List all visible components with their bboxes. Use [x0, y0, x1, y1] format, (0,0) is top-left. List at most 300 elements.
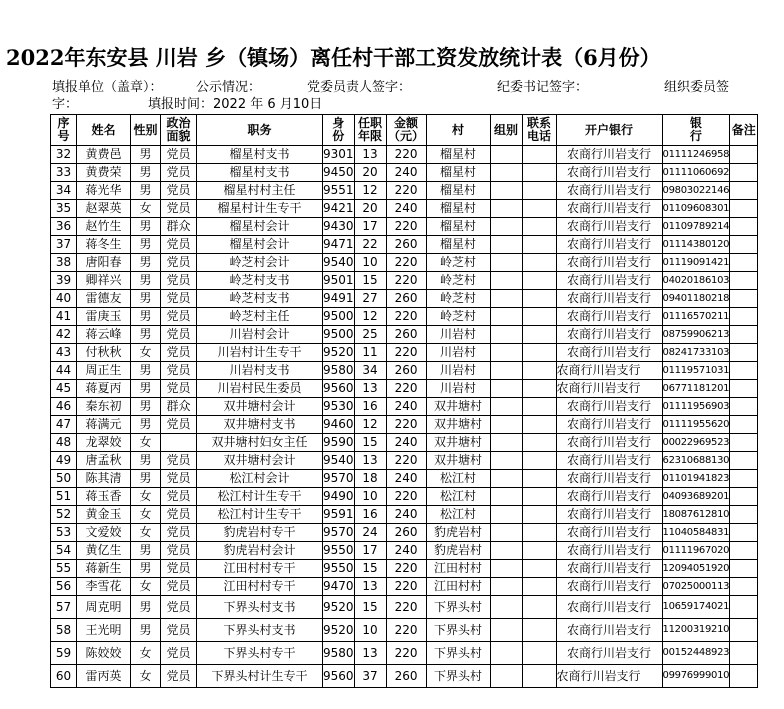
- amount-cell: 220: [386, 308, 426, 326]
- account-cell: 07025000113: [662, 578, 730, 596]
- remark-cell: [730, 642, 758, 665]
- table-row: [51, 272, 758, 290]
- years-cell: 13: [354, 642, 386, 665]
- party-cell: 党员: [161, 506, 197, 524]
- party-cell: 党员: [161, 326, 197, 344]
- column-header: 性别: [131, 115, 161, 146]
- id-cell: 9560: [323, 380, 355, 398]
- row-number: 51: [51, 488, 77, 506]
- phone-cell: [522, 380, 556, 398]
- post-cell: 江田村村专干: [197, 560, 323, 578]
- years-cell: 17: [354, 218, 386, 236]
- years-cell: 27: [354, 290, 386, 308]
- group-cell: [490, 416, 522, 434]
- person-name: 蒋夏丙: [77, 380, 131, 398]
- party-sign-label: 党委员责人签字：: [307, 80, 412, 95]
- village-cell: 松江村: [426, 506, 490, 524]
- remark-cell: [730, 146, 758, 164]
- phone-cell: [522, 470, 556, 488]
- bank-cell: 农商行川岩支行: [556, 470, 662, 488]
- years-cell: 10: [354, 619, 386, 642]
- person-name: 陈姣姣: [77, 642, 131, 665]
- remark-cell: [730, 398, 758, 416]
- person-name: 蒋玉香: [77, 488, 131, 506]
- id-cell: 9580: [323, 642, 355, 665]
- phone-cell: [522, 362, 556, 380]
- remark-cell: [730, 254, 758, 272]
- phone-cell: [522, 416, 556, 434]
- bank-cell: 农商行川岩支行: [556, 434, 662, 452]
- person-name: 蒋满元: [77, 416, 131, 434]
- phone-cell: [522, 182, 556, 200]
- row-number: 56: [51, 578, 77, 596]
- sex-cell: 女: [131, 642, 161, 665]
- row-number: 34: [51, 182, 77, 200]
- sex-cell: 男: [131, 560, 161, 578]
- remark-cell: [730, 416, 758, 434]
- remark-cell: [730, 524, 758, 542]
- account-cell: 01111956903: [662, 398, 730, 416]
- sex-cell: 女: [131, 200, 161, 218]
- village-cell: 下界头村: [426, 665, 490, 688]
- group-cell: [490, 470, 522, 488]
- party-cell: 党员: [161, 542, 197, 560]
- village-cell: 双井塘村: [426, 416, 490, 434]
- person-name: 雷德友: [77, 290, 131, 308]
- account-cell: 01111246958: [662, 146, 730, 164]
- id-cell: 9580: [323, 362, 355, 380]
- sex-cell: 女: [131, 524, 161, 542]
- amount-cell: 260: [386, 524, 426, 542]
- phone-cell: [522, 560, 556, 578]
- row-number: 42: [51, 326, 77, 344]
- row-number: 44: [51, 362, 77, 380]
- bank-cell: 农商行川岩支行: [556, 619, 662, 642]
- bank-cell: 农商行川岩支行: [556, 488, 662, 506]
- post-cell: 下界头村计生专干: [197, 665, 323, 688]
- sex-cell: 男: [131, 596, 161, 619]
- row-number: 41: [51, 308, 77, 326]
- group-cell: [490, 596, 522, 619]
- years-cell: 18: [354, 470, 386, 488]
- group-cell: [490, 542, 522, 560]
- person-name: 雷丙英: [77, 665, 131, 688]
- id-cell: 9430: [323, 218, 355, 236]
- column-header: 备注: [730, 115, 758, 146]
- bank-cell: 农商行川岩支行: [556, 164, 662, 182]
- sex-cell: 男: [131, 164, 161, 182]
- person-name: 秦东初: [77, 398, 131, 416]
- id-cell: 9500: [323, 308, 355, 326]
- remark-cell: [730, 290, 758, 308]
- party-cell: 群众: [161, 218, 197, 236]
- sex-cell: 男: [131, 146, 161, 164]
- table-row: [51, 254, 758, 272]
- post-cell: 川岩村计生专干: [197, 344, 323, 362]
- post-cell: 松江村会计: [197, 470, 323, 488]
- sex-cell: 男: [131, 380, 161, 398]
- row-number: 43: [51, 344, 77, 362]
- sex-cell: 女: [131, 434, 161, 452]
- group-cell: [490, 642, 522, 665]
- years-cell: 20: [354, 200, 386, 218]
- row-number: 36: [51, 218, 77, 236]
- remark-cell: [730, 434, 758, 452]
- person-name: 黄费邑: [77, 146, 131, 164]
- person-name: 周克明: [77, 596, 131, 619]
- years-cell: 15: [354, 560, 386, 578]
- years-cell: 15: [354, 596, 386, 619]
- years-cell: 10: [354, 488, 386, 506]
- remark-cell: [730, 506, 758, 524]
- post-cell: 榴星村计生专干: [197, 200, 323, 218]
- row-number: 35: [51, 200, 77, 218]
- bank-cell: 农商行川岩支行: [556, 596, 662, 619]
- post-cell: 榴星村村主任: [197, 182, 323, 200]
- bank-cell: 农商行川岩支行: [556, 578, 662, 596]
- phone-cell: [522, 524, 556, 542]
- party-cell: 党员: [161, 470, 197, 488]
- phone-cell: [522, 236, 556, 254]
- row-number: 37: [51, 236, 77, 254]
- row-number: 57: [51, 596, 77, 619]
- years-cell: 17: [354, 542, 386, 560]
- column-header: 金额 （元）: [386, 115, 426, 146]
- party-cell: 党员: [161, 272, 197, 290]
- years-cell: 25: [354, 326, 386, 344]
- post-cell: 松江村计生专干: [197, 488, 323, 506]
- village-cell: 双井塘村: [426, 434, 490, 452]
- table-row: [51, 236, 758, 254]
- group-cell: [490, 236, 522, 254]
- group-cell: [490, 308, 522, 326]
- phone-cell: [522, 619, 556, 642]
- sex-cell: 男: [131, 542, 161, 560]
- amount-cell: 260: [386, 362, 426, 380]
- group-cell: [490, 182, 522, 200]
- id-cell: 9460: [323, 416, 355, 434]
- village-cell: 豹虎岩村: [426, 542, 490, 560]
- remark-cell: [730, 272, 758, 290]
- table-row: [51, 488, 758, 506]
- id-cell: 9470: [323, 578, 355, 596]
- row-number: 45: [51, 380, 77, 398]
- table-row: [51, 524, 758, 542]
- bank-cell: 农商行川岩支行: [556, 200, 662, 218]
- phone-cell: [522, 452, 556, 470]
- row-number: 50: [51, 470, 77, 488]
- party-cell: 党员: [161, 619, 197, 642]
- phone-cell: [522, 326, 556, 344]
- sex-cell: 男: [131, 452, 161, 470]
- sex-cell: 男: [131, 272, 161, 290]
- bank-cell: 农商行川岩支行: [556, 308, 662, 326]
- org-sign-label-cont: 字：: [52, 97, 79, 112]
- post-cell: 双井塘村会计: [197, 398, 323, 416]
- years-cell: 13: [354, 146, 386, 164]
- post-cell: 江田村村专干: [197, 578, 323, 596]
- years-cell: 16: [354, 506, 386, 524]
- years-cell: 13: [354, 380, 386, 398]
- post-cell: 榴星村会计: [197, 218, 323, 236]
- publicity-label: 公示情况：: [196, 80, 262, 95]
- id-cell: 9520: [323, 619, 355, 642]
- remark-cell: [730, 218, 758, 236]
- years-cell: 16: [354, 398, 386, 416]
- phone-cell: [522, 344, 556, 362]
- village-cell: 川岩村: [426, 326, 490, 344]
- amount-cell: 220: [386, 272, 426, 290]
- village-cell: 下界头村: [426, 642, 490, 665]
- person-name: 唐阳春: [77, 254, 131, 272]
- years-cell: 15: [354, 272, 386, 290]
- amount-cell: 220: [386, 218, 426, 236]
- party-cell: 党员: [161, 254, 197, 272]
- years-cell: 20: [354, 164, 386, 182]
- remark-cell: [730, 619, 758, 642]
- bank-cell: 农商行川岩支行: [556, 452, 662, 470]
- years-cell: 10: [354, 254, 386, 272]
- party-cell: 党员: [161, 146, 197, 164]
- amount-cell: 240: [386, 542, 426, 560]
- person-name: 雷庚玉: [77, 308, 131, 326]
- amount-cell: 260: [386, 290, 426, 308]
- party-cell: 党员: [161, 452, 197, 470]
- row-number: 53: [51, 524, 77, 542]
- post-cell: 松江村计生专干: [197, 506, 323, 524]
- post-cell: 豹虎岩村会计: [197, 542, 323, 560]
- post-cell: 下界头村专干: [197, 642, 323, 665]
- account-cell: 08241733103: [662, 344, 730, 362]
- group-cell: [490, 254, 522, 272]
- column-header: 身 份: [323, 115, 355, 146]
- group-cell: [490, 665, 522, 688]
- phone-cell: [522, 272, 556, 290]
- table-row: [51, 665, 758, 688]
- account-cell: 01109608301: [662, 200, 730, 218]
- years-cell: 13: [354, 578, 386, 596]
- party-cell: 党员: [161, 308, 197, 326]
- post-cell: 川岩村支书: [197, 362, 323, 380]
- phone-cell: [522, 596, 556, 619]
- group-cell: [490, 560, 522, 578]
- discipline-sign-label: 纪委书记签字：: [497, 80, 589, 95]
- phone-cell: [522, 308, 556, 326]
- column-header: 任职 年限: [354, 115, 386, 146]
- phone-cell: [522, 434, 556, 452]
- id-cell: 9491: [323, 290, 355, 308]
- remark-cell: [730, 596, 758, 619]
- remark-cell: [730, 326, 758, 344]
- amount-cell: 240: [386, 398, 426, 416]
- bank-cell: 农商行川岩支行: [556, 398, 662, 416]
- years-cell: 12: [354, 308, 386, 326]
- post-cell: 榴星村支书: [197, 164, 323, 182]
- bank-cell: 农商行川岩支行: [556, 182, 662, 200]
- post-cell: 岭芝村支书: [197, 272, 323, 290]
- group-cell: [490, 218, 522, 236]
- village-cell: 榴星村: [426, 164, 490, 182]
- years-cell: 22: [354, 236, 386, 254]
- account-cell: 11200319210: [662, 619, 730, 642]
- account-cell: 62310688130: [662, 452, 730, 470]
- person-name: 蒋新生: [77, 560, 131, 578]
- post-cell: 双井塘村会计: [197, 452, 323, 470]
- group-cell: [490, 290, 522, 308]
- remark-cell: [730, 488, 758, 506]
- id-cell: 9421: [323, 200, 355, 218]
- amount-cell: 240: [386, 470, 426, 488]
- person-name: 赵翠英: [77, 200, 131, 218]
- column-header: 组别: [490, 115, 522, 146]
- village-cell: 榴星村: [426, 200, 490, 218]
- fill-unit-label: 填报单位（盖章）：: [52, 80, 163, 95]
- table-row: [51, 398, 758, 416]
- row-number: 55: [51, 560, 77, 578]
- phone-cell: [522, 542, 556, 560]
- account-cell: 12094051920: [662, 560, 730, 578]
- post-cell: 双井塘村支书: [197, 416, 323, 434]
- village-cell: 双井塘村: [426, 398, 490, 416]
- village-cell: 豹虎岩村: [426, 524, 490, 542]
- table-row: [51, 344, 758, 362]
- years-cell: 24: [354, 524, 386, 542]
- party-cell: 党员: [161, 164, 197, 182]
- party-cell: [161, 434, 197, 452]
- years-cell: 12: [354, 182, 386, 200]
- table-row: [51, 578, 758, 596]
- sex-cell: 女: [131, 506, 161, 524]
- phone-cell: [522, 200, 556, 218]
- row-number: 58: [51, 619, 77, 642]
- sex-cell: 男: [131, 470, 161, 488]
- phone-cell: [522, 254, 556, 272]
- party-cell: 党员: [161, 362, 197, 380]
- row-number: 39: [51, 272, 77, 290]
- sex-cell: 男: [131, 236, 161, 254]
- table-row: [51, 506, 758, 524]
- account-cell: 01101941823: [662, 470, 730, 488]
- bank-cell: 农商行川岩支行: [556, 560, 662, 578]
- account-cell: 01111060692: [662, 164, 730, 182]
- bank-cell: 农商行川岩支行: [556, 236, 662, 254]
- row-number: 49: [51, 452, 77, 470]
- phone-cell: [522, 218, 556, 236]
- id-cell: 9530: [323, 398, 355, 416]
- bank-cell: 农商行川岩支行: [556, 524, 662, 542]
- amount-cell: 220: [386, 380, 426, 398]
- remark-cell: [730, 182, 758, 200]
- phone-cell: [522, 578, 556, 596]
- group-cell: [490, 272, 522, 290]
- table-row: [51, 308, 758, 326]
- bank-cell: 农商行川岩支行: [556, 542, 662, 560]
- village-cell: 榴星村: [426, 182, 490, 200]
- id-cell: 9560: [323, 665, 355, 688]
- remark-cell: [730, 452, 758, 470]
- group-cell: [490, 344, 522, 362]
- account-cell: 01111955620: [662, 416, 730, 434]
- id-cell: 9471: [323, 236, 355, 254]
- years-cell: 15: [354, 434, 386, 452]
- village-cell: 榴星村: [426, 236, 490, 254]
- bank-cell: 农商行川岩支行: [556, 272, 662, 290]
- amount-cell: 220: [386, 642, 426, 665]
- id-cell: 9570: [323, 524, 355, 542]
- village-cell: 江田村村: [426, 560, 490, 578]
- remark-cell: [730, 542, 758, 560]
- table-row: [51, 560, 758, 578]
- amount-cell: 260: [386, 326, 426, 344]
- person-name: 蒋云峰: [77, 326, 131, 344]
- village-cell: 岭芝村: [426, 290, 490, 308]
- party-cell: 党员: [161, 416, 197, 434]
- phone-cell: [522, 398, 556, 416]
- remark-cell: [730, 344, 758, 362]
- amount-cell: 220: [386, 344, 426, 362]
- table-row: [51, 164, 758, 182]
- phone-cell: [522, 665, 556, 688]
- id-cell: 9551: [323, 182, 355, 200]
- account-cell: 09401180218: [662, 290, 730, 308]
- post-cell: 榴星村会计: [197, 236, 323, 254]
- id-cell: 9591: [323, 506, 355, 524]
- post-cell: 川岩村民生委员: [197, 380, 323, 398]
- bank-cell: 农商行川岩支行: [556, 642, 662, 665]
- post-cell: 岭芝村支书: [197, 290, 323, 308]
- remark-cell: [730, 560, 758, 578]
- bank-cell: 农商行川岩支行: [556, 665, 662, 688]
- id-cell: 9490: [323, 488, 355, 506]
- id-cell: 9550: [323, 542, 355, 560]
- account-cell: 09976999010: [662, 665, 730, 688]
- account-cell: 00022969523: [662, 434, 730, 452]
- group-cell: [490, 362, 522, 380]
- table-row: [51, 596, 758, 619]
- remark-cell: [730, 380, 758, 398]
- village-cell: 江田村村: [426, 578, 490, 596]
- village-cell: 下界头村: [426, 619, 490, 642]
- bank-cell: 农商行川岩支行: [556, 506, 662, 524]
- table-row: [51, 326, 758, 344]
- village-cell: 双井塘村: [426, 452, 490, 470]
- remark-cell: [730, 470, 758, 488]
- village-cell: 岭芝村: [426, 254, 490, 272]
- id-cell: 9540: [323, 254, 355, 272]
- amount-cell: 220: [386, 146, 426, 164]
- bank-cell: 农商行川岩支行: [556, 218, 662, 236]
- table-row: [51, 380, 758, 398]
- row-number: 48: [51, 434, 77, 452]
- phone-cell: [522, 164, 556, 182]
- party-cell: 党员: [161, 524, 197, 542]
- group-cell: [490, 578, 522, 596]
- group-cell: [490, 146, 522, 164]
- table-row: [51, 200, 758, 218]
- row-number: 38: [51, 254, 77, 272]
- row-number: 52: [51, 506, 77, 524]
- sex-cell: 男: [131, 416, 161, 434]
- village-cell: 岭芝村: [426, 308, 490, 326]
- page-title: 2022年东安县 川岩 乡（镇场）离任村干部工资发放统计表（6月份）: [6, 45, 661, 70]
- person-name: 赵竹生: [77, 218, 131, 236]
- amount-cell: 240: [386, 434, 426, 452]
- row-number: 40: [51, 290, 77, 308]
- party-cell: 党员: [161, 182, 197, 200]
- party-cell: 党员: [161, 665, 197, 688]
- account-cell: 01111967020: [662, 542, 730, 560]
- row-number: 59: [51, 642, 77, 665]
